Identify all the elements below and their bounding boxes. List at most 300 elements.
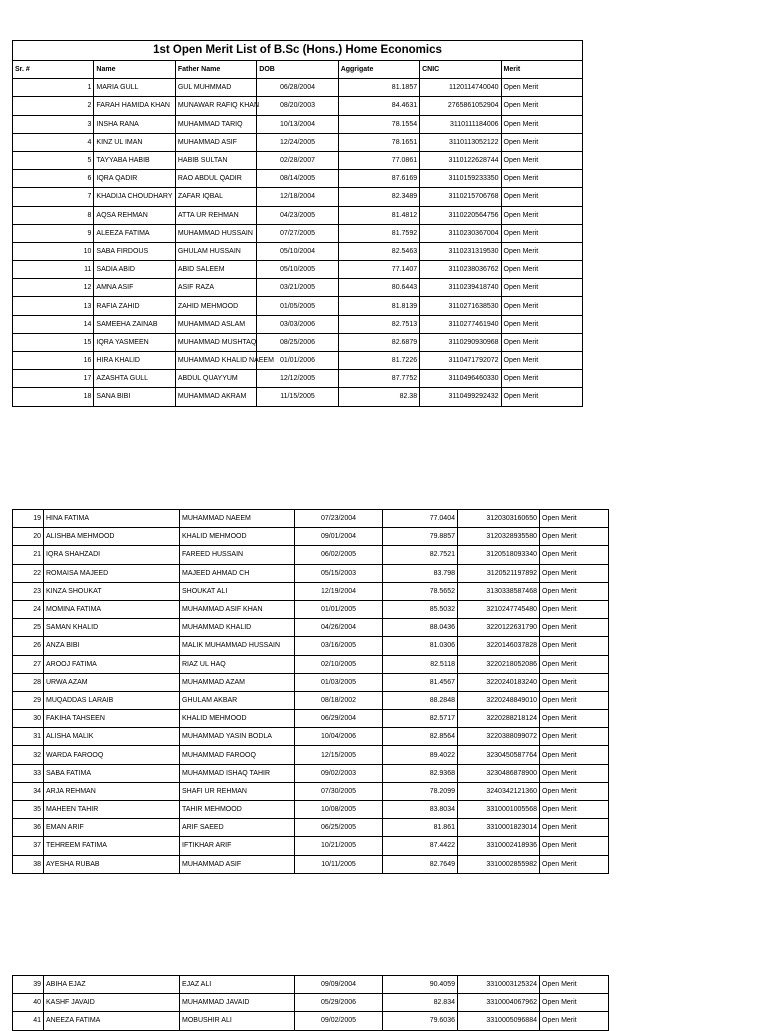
cell-father-name: RAO ABDUL QADIR [175,170,256,188]
table-row [13,224,583,242]
cell-cnic: 3230450587764 [458,746,540,764]
cell-name: SAMEEHA ZAINAB [94,315,175,333]
cell-father-name: MOBUSHIR ALI [180,1012,295,1030]
cell-father-name: MUHAMMAD FAROOQ [180,746,295,764]
cell-father-name: ABID SALEEM [175,261,256,279]
table-row [13,528,609,546]
cell-father-name: MUHAMMAD ISHAQ TAHIR [180,764,295,782]
cell-dob: 12/18/2004 [257,188,338,206]
cell-merit: Open Merit [501,115,582,133]
cell-father-name: MUHAMMAD MUSHTAQ [175,333,256,351]
cell-dob: 04/23/2005 [257,206,338,224]
cell-dob: 06/28/2004 [257,79,338,97]
cell-dob: 05/10/2005 [257,261,338,279]
cell-sr: 19 [13,510,44,528]
cell-name: AYESHA RUBAB [44,855,180,873]
cell-aggrigate: 82.7649 [383,855,458,873]
cell-merit: Open Merit [540,619,609,637]
cell-aggrigate: 81.7592 [338,224,419,242]
table-row [13,976,609,994]
cell-sr: 17 [13,370,94,388]
cell-father-name: MALIK MUHAMMAD HUSSAIN [180,637,295,655]
cell-name: SANA BIBI [94,388,175,406]
table-row [13,691,609,709]
cell-sr: 8 [13,206,94,224]
cell-sr: 29 [13,691,44,709]
cell-name: URWA AZAM [44,673,180,691]
cell-dob: 10/04/2006 [295,728,383,746]
cell-aggrigate: 89.4022 [383,746,458,764]
cell-name: AZASHTA GULL [94,370,175,388]
cell-merit: Open Merit [540,691,609,709]
cell-name: HIRA KHALID [94,352,175,370]
cell-name: WARDA FAROOQ [44,746,180,764]
table-row [13,655,609,673]
table-row [13,582,609,600]
cell-aggrigate: 82.38 [338,388,419,406]
cell-name: ALISHBA MEHMOOD [44,528,180,546]
table-row [13,600,609,618]
cell-aggrigate: 81.1857 [338,79,419,97]
cell-dob: 06/02/2005 [295,546,383,564]
cell-merit: Open Merit [540,994,609,1012]
cell-cnic: 3220248849010 [458,691,540,709]
cell-cnic: 3110277461940 [420,315,501,333]
cell-dob: 12/12/2005 [257,370,338,388]
cell-father-name: IFTIKHAR ARIF [180,837,295,855]
cell-merit: Open Merit [501,388,582,406]
cell-father-name: MUHAMMAD KHALID NAEEM [175,352,256,370]
cell-dob: 03/03/2006 [257,315,338,333]
cell-sr: 39 [13,976,44,994]
cell-aggrigate: 81.4812 [338,206,419,224]
header-father-name: Father Name [175,61,256,79]
header-dob: DOB [257,61,338,79]
cell-cnic: 3110215706768 [420,188,501,206]
cell-sr: 25 [13,619,44,637]
cell-dob: 08/14/2005 [257,170,338,188]
cell-cnic: 3110496460330 [420,370,501,388]
merit-table-part-3 [12,975,609,1031]
cell-aggrigate: 77.1407 [338,261,419,279]
table-row [13,370,583,388]
cell-father-name: RIAZ UL HAQ [180,655,295,673]
cell-name: TAYYABA HABIB [94,151,175,169]
cell-father-name: ZAHID MEHMOOD [175,297,256,315]
cell-aggrigate: 81.7226 [338,352,419,370]
cell-cnic: 3120328935580 [458,528,540,546]
cell-cnic: 3220218052086 [458,655,540,673]
table-row [13,315,583,333]
cell-name: ROMAISA MAJEED [44,564,180,582]
cell-aggrigate: 83.8034 [383,801,458,819]
table-row [13,388,583,406]
cell-sr: 31 [13,728,44,746]
cell-name: FAKIHA TAHSEEN [44,710,180,728]
cell-name: KASHF JAVAID [44,994,180,1012]
cell-sr: 32 [13,746,44,764]
cell-merit: Open Merit [501,79,582,97]
cell-cnic: 1120114740040 [420,79,501,97]
cell-sr: 41 [13,1012,44,1030]
table-row [13,994,609,1012]
cell-dob: 12/24/2005 [257,133,338,151]
cell-merit: Open Merit [540,782,609,800]
cell-cnic: 3110471792072 [420,352,501,370]
table-row [13,619,609,637]
cell-aggrigate: 82.7513 [338,315,419,333]
table-row [13,546,609,564]
cell-aggrigate: 82.5717 [383,710,458,728]
cell-dob: 01/05/2005 [257,297,338,315]
merit-table-part-2 [12,509,609,874]
cell-merit: Open Merit [501,188,582,206]
cell-dob: 01/03/2005 [295,673,383,691]
cell-cnic: 3110271638530 [420,297,501,315]
cell-dob: 09/09/2004 [295,976,383,994]
table-row [13,637,609,655]
cell-cnic: 2765861052904 [420,97,501,115]
cell-sr: 34 [13,782,44,800]
cell-sr: 30 [13,710,44,728]
cell-cnic: 3310004067962 [458,994,540,1012]
cell-merit: Open Merit [501,352,582,370]
cell-name: ALISHA MALIK [44,728,180,746]
cell-dob: 08/25/2006 [257,333,338,351]
cell-dob: 12/19/2004 [295,582,383,600]
cell-dob: 03/16/2005 [295,637,383,655]
cell-name: MOMINA FATIMA [44,600,180,618]
cell-merit: Open Merit [540,819,609,837]
cell-name: KHADIJA CHOUDHARY [94,188,175,206]
table-row [13,746,609,764]
cell-cnic: 3230486878900 [458,764,540,782]
cell-aggrigate: 84.4631 [338,97,419,115]
cell-father-name: ATTA UR REHMAN [175,206,256,224]
cell-aggrigate: 82.834 [383,994,458,1012]
header-merit: Merit [501,61,582,79]
cell-cnic: 3110499292432 [420,388,501,406]
cell-cnic: 3120518093340 [458,546,540,564]
cell-father-name: MUHAMMAD ASIF KHAN [180,600,295,618]
cell-aggrigate: 82.9368 [383,764,458,782]
cell-aggrigate: 80.6443 [338,279,419,297]
cell-name: ANZA BIBI [44,637,180,655]
cell-merit: Open Merit [501,151,582,169]
cell-name: SAMAN KHALID [44,619,180,637]
cell-dob: 08/18/2002 [295,691,383,709]
table-row [13,170,583,188]
cell-merit: Open Merit [501,370,582,388]
cell-father-name: SHAFI UR REHMAN [180,782,295,800]
cell-father-name: KHALID MEHMOOD [180,528,295,546]
cell-aggrigate: 90.4059 [383,976,458,994]
cell-merit: Open Merit [540,728,609,746]
cell-father-name: FAREED HUSSAIN [180,546,295,564]
cell-sr: 10 [13,242,94,260]
cell-dob: 10/08/2005 [295,801,383,819]
cell-father-name: KHALID MEHMOOD [180,710,295,728]
cell-cnic: 3110220564756 [420,206,501,224]
cell-sr: 36 [13,819,44,837]
table-row [13,855,609,873]
cell-sr: 23 [13,582,44,600]
cell-cnic: 3310002855982 [458,855,540,873]
cell-merit: Open Merit [540,746,609,764]
table-row [13,819,609,837]
cell-sr: 12 [13,279,94,297]
cell-father-name: MUHAMMAD NAEEM [180,510,295,528]
cell-father-name: MUHAMMAD TARIQ [175,115,256,133]
cell-cnic: 3310001005568 [458,801,540,819]
table-row [13,188,583,206]
cell-father-name: ZAFAR IQBAL [175,188,256,206]
cell-sr: 11 [13,261,94,279]
cell-aggrigate: 83.798 [383,564,458,582]
cell-aggrigate: 82.8564 [383,728,458,746]
cell-merit: Open Merit [540,855,609,873]
table-row [13,333,583,351]
cell-father-name: ASIF RAZA [175,279,256,297]
cell-cnic: 3210247745480 [458,600,540,618]
cell-name: FARAH HAMIDA KHAN [94,97,175,115]
cell-dob: 07/23/2004 [295,510,383,528]
merit-table-part-1 [12,40,583,407]
cell-merit: Open Merit [540,600,609,618]
cell-father-name: MUHAMMAD AKRAM [175,388,256,406]
cell-father-name: TAHIR MEHMOOD [180,801,295,819]
cell-merit: Open Merit [501,297,582,315]
cell-cnic: 3130338587468 [458,582,540,600]
cell-merit: Open Merit [540,673,609,691]
table-row [13,206,583,224]
cell-aggrigate: 77.0861 [338,151,419,169]
cell-name: IQRA SHAHZADI [44,546,180,564]
cell-aggrigate: 82.5463 [338,242,419,260]
cell-sr: 40 [13,994,44,1012]
table-row [13,564,609,582]
cell-sr: 20 [13,528,44,546]
page-title: 1st Open Merit List of B.Sc (Hons.) Home Economics [13,41,583,61]
cell-sr: 13 [13,297,94,315]
cell-cnic: 3220288218124 [458,710,540,728]
table-row [13,352,583,370]
cell-cnic: 3310005096884 [458,1012,540,1030]
cell-dob: 06/29/2004 [295,710,383,728]
cell-cnic: 3310001823014 [458,819,540,837]
table-row [13,764,609,782]
cell-aggrigate: 79.8857 [383,528,458,546]
cell-name: AQSA REHMAN [94,206,175,224]
cell-dob: 07/30/2005 [295,782,383,800]
cell-merit: Open Merit [540,764,609,782]
cell-name: ANEEZA FATIMA [44,1012,180,1030]
table-row [13,710,609,728]
cell-merit: Open Merit [501,133,582,151]
cell-name: SADIA ABID [94,261,175,279]
cell-dob: 10/11/2005 [295,855,383,873]
cell-merit: Open Merit [501,315,582,333]
cell-sr: 38 [13,855,44,873]
cell-father-name: MUHAMMAD YASIN BODLA [180,728,295,746]
cell-father-name: EJAZ ALI [180,976,295,994]
cell-father-name: MUHAMMAD ASIF [175,133,256,151]
cell-cnic: 3240342121360 [458,782,540,800]
cell-cnic: 3220388099072 [458,728,540,746]
cell-father-name: ABDUL QUAYYUM [175,370,256,388]
cell-merit: Open Merit [540,1012,609,1030]
header-name: Name [94,61,175,79]
cell-aggrigate: 78.5652 [383,582,458,600]
cell-merit: Open Merit [501,97,582,115]
table-row [13,279,583,297]
cell-sr: 24 [13,600,44,618]
cell-dob: 01/01/2005 [295,600,383,618]
cell-name: RAFIA ZAHID [94,297,175,315]
cell-name: ABIHA EJAZ [44,976,180,994]
cell-sr: 22 [13,564,44,582]
cell-sr: 9 [13,224,94,242]
cell-name: KINZ UL IMAN [94,133,175,151]
cell-name: ALEEZA FATIMA [94,224,175,242]
cell-aggrigate: 88.2848 [383,691,458,709]
cell-sr: 14 [13,315,94,333]
table-row [13,1012,609,1030]
table-row [13,297,583,315]
cell-name: INSHA RANA [94,115,175,133]
cell-name: HINA FATIMA [44,510,180,528]
cell-sr: 21 [13,546,44,564]
cell-name: MAHEEN TAHIR [44,801,180,819]
cell-aggrigate: 81.861 [383,819,458,837]
header-aggrigate: Aggrigate [338,61,419,79]
cell-sr: 35 [13,801,44,819]
cell-dob: 11/15/2005 [257,388,338,406]
cell-dob: 10/13/2004 [257,115,338,133]
cell-dob: 02/10/2005 [295,655,383,673]
cell-father-name: GUL MUHMMAD [175,79,256,97]
cell-father-name: HABIB SULTAN [175,151,256,169]
cell-father-name: ARIF SAEED [180,819,295,837]
cell-aggrigate: 87.4422 [383,837,458,855]
cell-cnic: 3110159233350 [420,170,501,188]
cell-aggrigate: 79.6036 [383,1012,458,1030]
cell-merit: Open Merit [540,528,609,546]
cell-cnic: 3110111184006 [420,115,501,133]
cell-sr: 28 [13,673,44,691]
cell-aggrigate: 78.1554 [338,115,419,133]
cell-father-name: MUHAMMAD JAVAID [180,994,295,1012]
cell-father-name: MUHAMMAD ASIF [180,855,295,873]
table-row [13,133,583,151]
cell-dob: 09/01/2004 [295,528,383,546]
table-row [13,510,609,528]
cell-aggrigate: 87.6169 [338,170,419,188]
cell-merit: Open Merit [540,510,609,528]
cell-father-name: MAJEED AHMAD CH [180,564,295,582]
cell-aggrigate: 81.0306 [383,637,458,655]
cell-cnic: 3110113052122 [420,133,501,151]
cell-merit: Open Merit [540,655,609,673]
cell-father-name: MUHAMMAD HUSSAIN [175,224,256,242]
cell-cnic: 3110239418740 [420,279,501,297]
cell-sr: 37 [13,837,44,855]
cell-name: SABA FATIMA [44,764,180,782]
cell-merit: Open Merit [501,261,582,279]
cell-dob: 10/21/2005 [295,837,383,855]
table-row [13,79,583,97]
cell-merit: Open Merit [540,710,609,728]
table-row [13,97,583,115]
cell-aggrigate: 88.0436 [383,619,458,637]
cell-aggrigate: 81.4567 [383,673,458,691]
header-row [13,61,583,79]
cell-cnic: 3310003125324 [458,976,540,994]
cell-cnic: 3220122631790 [458,619,540,637]
cell-sr: 1 [13,79,94,97]
cell-name: SABA FIRDOUS [94,242,175,260]
cell-father-name: MUHAMMAD ASLAM [175,315,256,333]
cell-aggrigate: 78.1651 [338,133,419,151]
cell-sr: 18 [13,388,94,406]
table-row [13,151,583,169]
cell-name: MARIA GULL [94,79,175,97]
cell-aggrigate: 82.6879 [338,333,419,351]
header-cnic: CNIC [420,61,501,79]
cell-merit: Open Merit [540,976,609,994]
cell-aggrigate: 78.2099 [383,782,458,800]
cell-sr: 33 [13,764,44,782]
cell-cnic: 3220240183240 [458,673,540,691]
cell-cnic: 3110122628744 [420,151,501,169]
cell-name: KINZA SHOUKAT [44,582,180,600]
cell-cnic: 3110290930968 [420,333,501,351]
cell-dob: 03/21/2005 [257,279,338,297]
table-row [13,782,609,800]
cell-aggrigate: 77.0404 [383,510,458,528]
table-row [13,115,583,133]
cell-cnic: 3120521197892 [458,564,540,582]
cell-father-name: MUHAMMAD AZAM [180,673,295,691]
cell-sr: 16 [13,352,94,370]
cell-father-name: GHULAM HUSSAIN [175,242,256,260]
table-row [13,261,583,279]
cell-aggrigate: 85.5032 [383,600,458,618]
cell-sr: 26 [13,637,44,655]
cell-name: MUQADDAS LARAIB [44,691,180,709]
cell-dob: 12/15/2005 [295,746,383,764]
table-row [13,728,609,746]
cell-aggrigate: 87.7752 [338,370,419,388]
cell-merit: Open Merit [540,837,609,855]
cell-sr: 15 [13,333,94,351]
cell-aggrigate: 82.7521 [383,546,458,564]
cell-dob: 04/26/2004 [295,619,383,637]
cell-aggrigate: 81.8139 [338,297,419,315]
cell-dob: 02/28/2007 [257,151,338,169]
cell-sr: 6 [13,170,94,188]
cell-father-name: GHULAM AKBAR [180,691,295,709]
cell-name: AROOJ FATIMA [44,655,180,673]
cell-name: IQRA YASMEEN [94,333,175,351]
cell-father-name: SHOUKAT ALI [180,582,295,600]
cell-cnic: 3110238036762 [420,261,501,279]
cell-sr: 7 [13,188,94,206]
cell-sr: 3 [13,115,94,133]
cell-father-name: MUHAMMAD KHALID [180,619,295,637]
cell-merit: Open Merit [501,170,582,188]
cell-dob: 05/15/2003 [295,564,383,582]
